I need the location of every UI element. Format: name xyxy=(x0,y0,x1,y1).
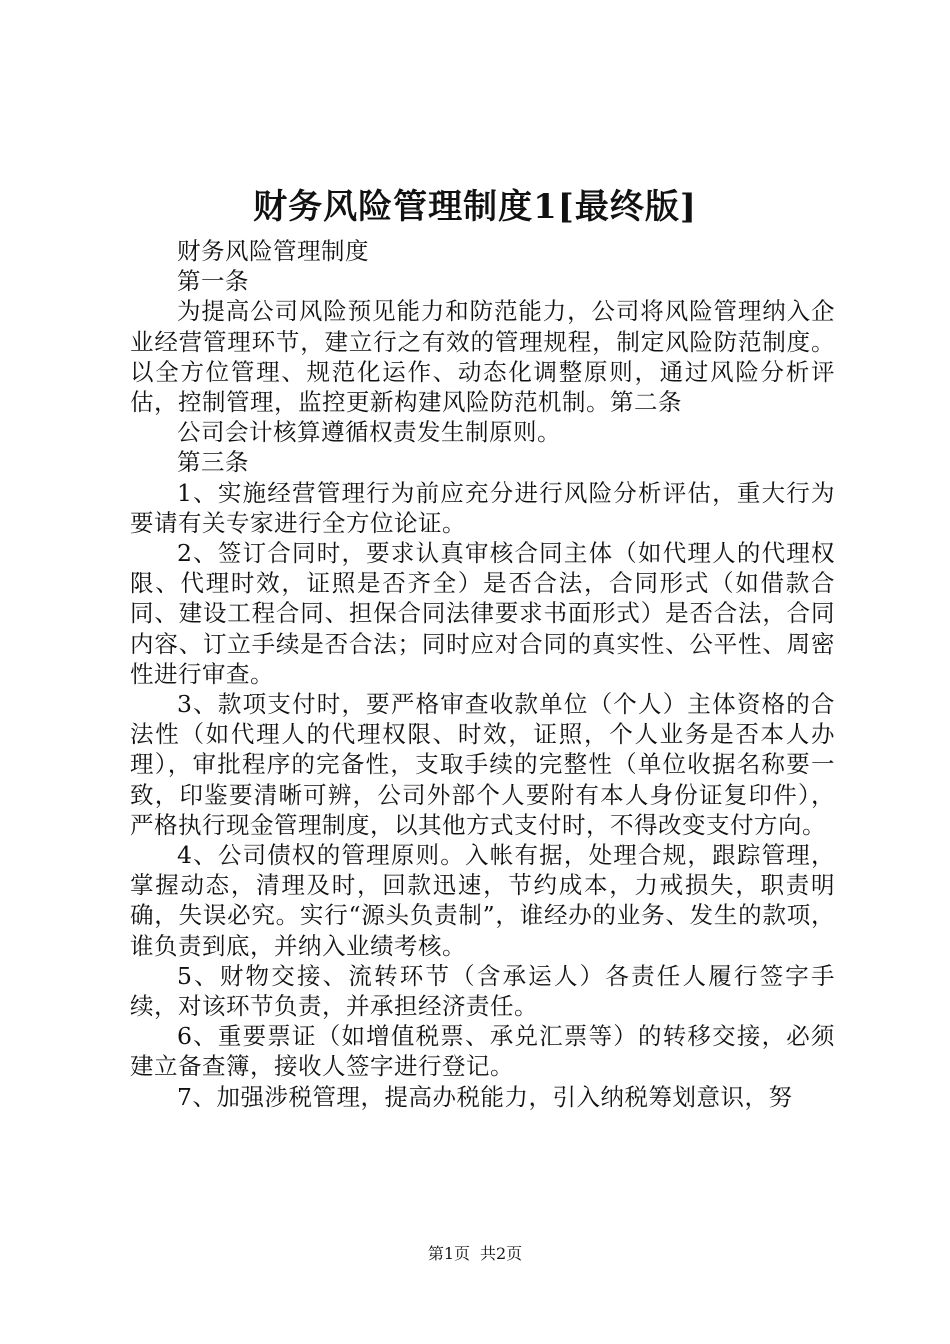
paragraph: 7、加强涉税管理，提高办税能力，引入纳税筹划意识，努 xyxy=(177,1082,793,1111)
paragraph-article-1: 第一条 xyxy=(177,267,249,296)
page-footer xyxy=(0,1243,950,1265)
paragraph: 1、实施经营管理行为前应充分进行风险分析评估，重大行为要请有关专家进行全方位论证。 xyxy=(130,478,835,537)
document-title: 财务风险管理制度1[最终版] xyxy=(253,187,697,227)
paragraph: 公司会计核算遵循权责发生制原则。 xyxy=(177,418,561,447)
paragraph: 6、重要票证（如增值税票、承兑汇票等）的转移交接，必须建立备查簿，接收人签字进行登记。 xyxy=(130,1022,835,1081)
paragraph: 5、财物交接、流转环节（含承运人）各责任人履行签字手续，对该环节负责，并承担经济责任。 xyxy=(130,961,835,1021)
document-body xyxy=(130,236,835,1112)
paragraph: 4、公司债权的管理原则。入帐有据，处理合规，跟踪管理，掌握动态，清理及时，回款迅速，节约成本，力戒损失，职责明确，失误必究。实行“源头负责制”，谁经办的业务、发生的款项，谁负责到底，并纳入业绩考核。 xyxy=(130,841,835,960)
paragraph: 2、签订合同时，要求认真审核合同主体（如代理人的代理权限、代理时效，证照是否齐全）是否合法，合同形式（如借款合同、建设工程合同、担保合同法律要求书面形式）是否合法，合同内容、订立手续是否合法；同时应对合同的真实性、公平性、周密性进行审查。 xyxy=(130,539,835,688)
page-total: 共2页 xyxy=(480,1244,523,1263)
paragraph: 3、款项支付时，要严格审查收款单位（个人）主体资格的合法性（如代理人的代理权限、时效，证照，个人业务是否本人办理），审批程序的完备性，支取手续的完整性（单位收据名称要一致，印鉴要清晰可辨，公司外部个人要附有本人身份证复印件），严格执行现金管理制度，以其他方式支付时，不得改变支付方向。 xyxy=(130,690,835,839)
paragraph-article-3: 第三条 xyxy=(177,448,249,477)
paragraph-heading: 财务风险管理制度 xyxy=(177,237,369,265)
paragraph: 为提高公司风险预见能力和防范能力，公司将风险管理纳入企业经营管理环节，建立行之有效的管理规程，制定风险防范制度。以全方位管理、规范化运作、动态化调整原则，通过风险分析评估，控制管理，监控更新构建风险防范机制。第二条 xyxy=(130,297,835,417)
page-number: 第1页 xyxy=(427,1244,470,1263)
